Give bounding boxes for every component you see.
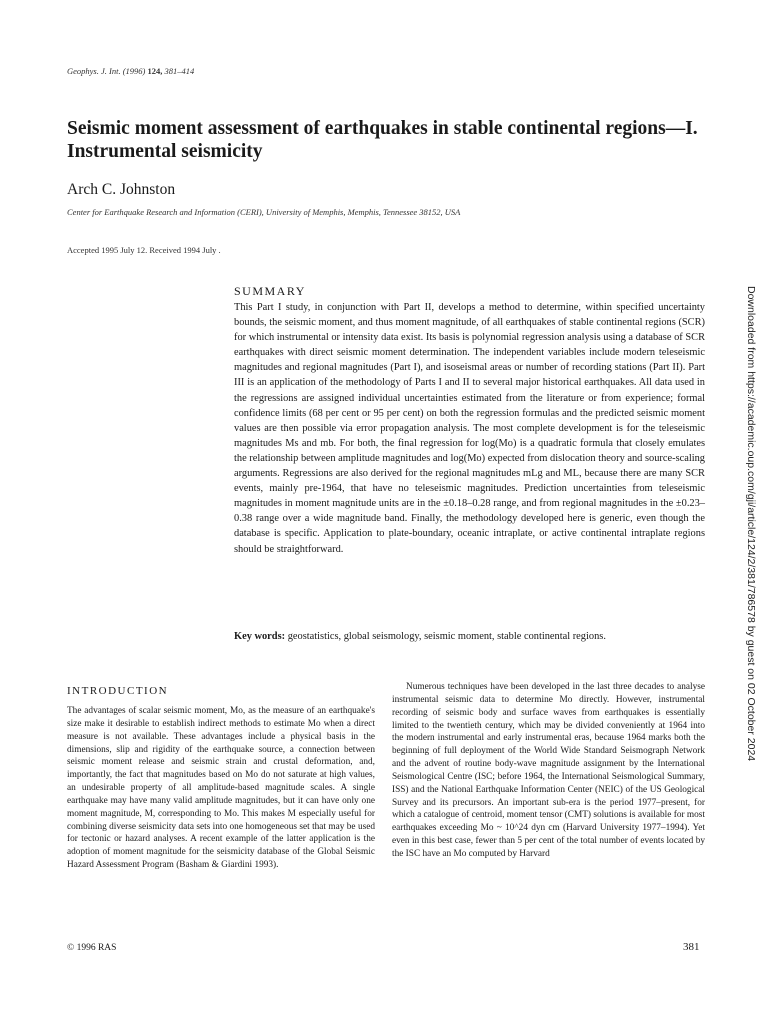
introduction-heading: INTRODUCTION	[67, 685, 169, 697]
download-watermark-text: Downloaded from https://academic.oup.com/gji/article/124/2/381/786578 by guest on 02 October 2024	[745, 286, 757, 762]
author-affiliation: Center for Earthquake Research and Information (CERI), University of Memphis, Memphis, Tennessee 38152, USA	[67, 207, 461, 217]
journal-name: Geophys. J. Int.	[67, 66, 121, 76]
journal-volume: 124,	[147, 66, 163, 76]
keywords	[234, 631, 705, 642]
journal-pages: 381–414	[164, 66, 195, 76]
author-name: Arch C. Johnston	[67, 181, 176, 198]
introduction-left-column: The advantages of scalar seismic moment, Mo, as the measure of an earthquake's size make it desirable to establish indirect methods to estimate Mo when a direct measure is not available. These advantages include a physical basis in the dimensions, slip and rigidity of the earthquake source, a connection between seismic moment release and seismic strain and crustal deformation, and, importantly, the fact that magnitudes based on Mo do not saturate at high values, an undesirable property of all amplitude-based magnitude scales. A single earthquake may have many valid amplitude magnitudes, but it can have only one moment magnitude, M, corresponding to Mo. This makes M especially useful for combining diverse seismicity data sets into one homogeneous set that may be used for tectonic or hazard analyses. A recent example of the latter application is the adoption of moment magnitude for the seismicity database of the Global Seismic Hazard Assessment Program (Basham & Giardini 1993).	[67, 706, 375, 871]
accepted-received-dates: Accepted 1995 July 12. Received 1994 July .	[67, 245, 221, 255]
paper-title: Seismic moment assessment of earthquakes in stable continental regions—I. Instrumental seismicity	[67, 118, 698, 162]
introduction-right-column: Numerous techniques have been developed in the last three decades to analyse instrumental seismic data to determine Mo directly. However, instrumental recording of seismic body and surface waves from earthquakes is essentially limited to the twentieth century, which may be divided conveniently at 1964 into the modern instrumental and early instrumental eras, because 1964 marks both the beginning of full deployment of the World Wide Standard Seismograph Network and the advent of routine body-wave magnitude assignment by the International Seismological Centre (ISC; before 1964, the International Seismological Summary, ISS) and the National Earthquake Information Center (NEIC) of the US Geological Survey and its precursors. An important sub-era is the period 1977–present, for which a catalogue of centroid, moment tensor (CMT) solutions is available for most earthquakes exceeding Mo ~ 10^24 dyn cm (Harvard University 1977–1994). Yet even in this best case, fewer than 5 per cent of the total number of events located by the ISC have an Mo computed by Harvard	[392, 682, 705, 859]
summary-text: This Part I study, in conjunction with Part II, develops a method to determine, within specified uncertainty bounds, the seismic moment, and thus moment magnitude, of all earthquakes of stable continental regions (SCR) for which instrumental or intensity data exist. Its basis is polynomial regression analysis using a database of SCR earthquakes with direct seismic moment determination. The independent variables include modern teleseismic magnitudes and regional magnitudes (Part I), and isoseismal areas or number of recording stations (Part II). Part III is an application of the methodology of Parts I and II to several major historical earthquakes. All data used in the regressions are assigned individual uncertainties estimated from the literature or from experience; formal confidence limits (68 per cent or 95 per cent) on both the regression formulas and the predicted seismic moment values are then possible via error propagation analysis. The most complete development is for the teleseismic magnitudes Ms and mb. For both, the final regression for log(Mo) is a quadratic formula that closely emulates the relationship between amplitude magnitudes and log(Mo) expected from dislocation theory and source-scaling arguments. Regressions are also derived for the regional magnitudes mLg and ML, because there are many SCR events, mainly pre-1964, that have no teleseismic magnitudes. Prediction uncertainties from teleseismic magnitudes in moment magnitude units are in the ±0.18–0.28 range, and from regional magnitudes in the ±0.23–0.38 range over a wide magnitude band. Finally, the methodology developed here is generic, even though the database is specific. Application to plate-boundary, oceanic intraplate, or active continental intraplate regions should be straightforward.	[234, 302, 705, 555]
keywords-label: Key words:	[234, 631, 286, 642]
download-watermark	[745, 286, 759, 762]
journal-year: (1996)	[122, 66, 146, 76]
page-number: 381	[683, 941, 700, 953]
keywords-text: geostatistics, global seismology, seismic moment, stable continental regions.	[287, 631, 606, 642]
journal-citation	[67, 66, 194, 76]
copyright-notice: © 1996 RAS	[67, 943, 117, 953]
summary-heading: SUMMARY	[234, 284, 306, 298]
